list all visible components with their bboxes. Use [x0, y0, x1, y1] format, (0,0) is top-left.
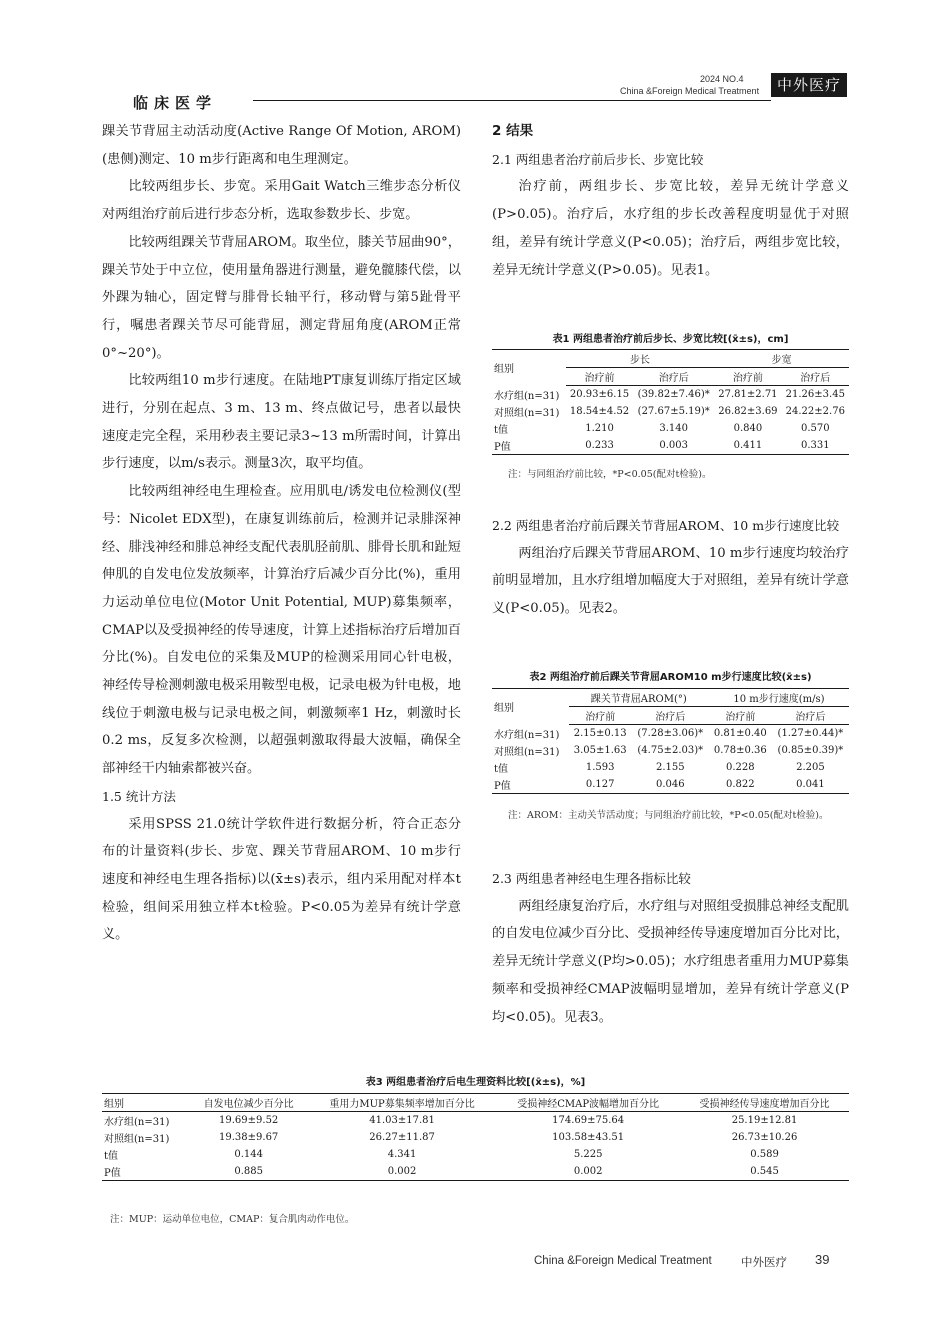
table-cell: (4.75±2.03)*: [637, 745, 704, 756]
table-cell: 41.03±17.81: [369, 1115, 435, 1126]
table-row: [492, 725, 849, 743]
table-cell: 27.81±2.71: [718, 389, 778, 400]
table3-header: 重用力MUP募集频率增加百分比: [308, 1094, 496, 1112]
table-cell: 0.228: [726, 762, 755, 773]
row-label: 水疗组(n=31): [494, 390, 560, 402]
table-cell: 1.210: [585, 423, 614, 434]
table-cell: 26.82±3.69: [718, 406, 778, 417]
table-cell: 0.81±0.40: [713, 728, 767, 739]
table3-caption: 表3 两组患者治疗后电生理资料比较[(x̄±s)，%]: [365, 1077, 586, 1088]
table1-sub-header: 治疗后: [633, 368, 714, 386]
row-label: 对照组(n=31): [104, 1134, 170, 1145]
table-row: [102, 1112, 849, 1130]
table2-group-header: 组别: [492, 689, 569, 725]
section-heading: 1.5 统计方法: [102, 788, 176, 804]
section-title: 临床医学: [133, 94, 218, 112]
row-label: P值: [492, 437, 566, 455]
paragraph: 两组治疗后踝关节背屈AROM、10 m步行速度均较治疗前明显增加，且水疗组增加幅度大于对照组，差异有统计学意义(P<0.05)。见表2。: [492, 545, 849, 617]
table-cell: 0.589: [750, 1149, 779, 1160]
table-cell: 3.140: [659, 423, 689, 434]
table1-sub-header: 治疗前: [566, 368, 633, 386]
table-cell: 103.58±43.51: [552, 1132, 625, 1143]
table-row: [492, 742, 849, 759]
table-cell: 18.54±4.52: [569, 406, 630, 417]
table-cell: 0.822: [709, 776, 772, 794]
table-cell: 4.341: [387, 1149, 417, 1160]
table-cell: 0.545: [680, 1163, 849, 1181]
table2-sub-header: 治疗前: [709, 707, 772, 725]
table2-span-header: 踝关节背屈AROM(°): [569, 689, 709, 707]
table2-sub-header: 治疗前: [569, 707, 632, 725]
table-cell: 0.046: [632, 776, 709, 794]
paragraph: 比较两组踝关节背屈AROM。取坐位，膝关节屈曲90°，踝关节处于中立位，使用量角器进行测量，避免髋膝代偿，以外踝为轴心，固定臂与腓骨长轴平行，移动臂与第5趾骨平行，嘱患者踝关节尽可能背屈，测定背屈角度(AROM正常0°~20°)。: [102, 234, 461, 361]
row-label: P值: [102, 1163, 189, 1181]
table-cell: 0.885: [189, 1163, 307, 1181]
table-cell: 2.205: [796, 762, 825, 773]
footer-journal-cn: 中外医疗: [741, 1255, 787, 1269]
table-cell: 2.15±0.13: [573, 728, 627, 739]
right-column-middle: [492, 512, 849, 623]
table-cell: (27.67±5.19)*: [637, 406, 710, 417]
paragraph: 比较两组神经电生理检查。应用肌电/诱发电位检测仪(型号：Nicolet EDX型)，在康复训练前后，检测并记录腓深神经、腓浅神经和腓总神经支配代表肌胫前肌、腓骨长肌和趾短伸肌的自发电位发放频率，计算治疗后减少百分比(%)，重用力运动单位电位(Motor Unit Potential, MUP)募集频率，CMAP以及受损神经的传导速度，计算上述指标治疗后增加百分比(%)。自发电位的采集及MUP的检测采用同心针电极，神经传导检测刺激电极采用鞍型电极，记录电极为针电极，地线位于刺激电极与记录电极之间，刺激频率1 Hz，刺激时长0.2 ms，反复多次检测，以超强刺激取得最大波幅，确保全部神经干内轴索都被兴奋。: [102, 484, 461, 777]
table2-note: 注：AROM：主动关节活动度；与同组治疗前比较，*P<0.05(配对t检验)。: [508, 810, 829, 821]
table-cell: 25.19±12.81: [731, 1115, 798, 1126]
table-cell: 2.155: [655, 762, 685, 773]
table1-span-header: 步长: [566, 350, 714, 368]
table-cell: 0.233: [566, 437, 633, 455]
table-cell: 0.002: [496, 1163, 680, 1181]
table-cell: 0.144: [234, 1149, 263, 1160]
section-heading: 2.2 两组患者治疗前后踝关节背屈AROM、10 m步行速度比较: [492, 518, 840, 533]
section-heading: 2.1 两组患者治疗前后步长、步宽比较: [492, 151, 704, 167]
table3-header: 组别: [102, 1094, 189, 1112]
table2-caption: 表2 两组治疗前后踝关节背屈AROM10 m步行速度比较(x̄±s): [529, 672, 812, 683]
row-label: 对照组(n=31): [494, 747, 560, 758]
table-cell: 0.331: [782, 437, 849, 455]
table-cell: 24.22±2.76: [785, 406, 845, 417]
table-cell: (1.27±0.44)*: [777, 728, 844, 739]
row-label: t值: [494, 764, 509, 775]
table2-span-header: 10 m步行速度(m/s): [709, 689, 849, 707]
table-cell: 0.003: [633, 437, 714, 455]
table-cell: 26.73±10.26: [731, 1132, 798, 1143]
journal-name-en: China &Foreign Medical Treatment: [620, 86, 760, 96]
table-cell: 5.225: [573, 1149, 603, 1160]
paragraph: 治疗前，两组步长、步宽比较，差异无统计学意义(P>0.05)。治疗后，水疗组的步长改善程度明显优于对照组，差异有统计学意义(P<0.05)；治疗后，两组步宽比较，差异无统计学意义(P>0.05)。见表1。: [492, 179, 849, 278]
table3: [102, 1093, 849, 1181]
table-row: [492, 386, 849, 404]
table3-header: 受损神经传导速度增加百分比: [680, 1094, 849, 1112]
row-label: t值: [494, 425, 509, 436]
table2-sub-header: 治疗后: [772, 707, 849, 725]
table3-note: 注：MUP：运动单位电位，CMAP：复合肌肉动作电位。: [110, 1214, 355, 1225]
paragraph: 比较两组步长、步宽。采用Gait Watch三维步态分析仪对两组治疗前后进行步态分析，选取参数步长、步宽。: [102, 179, 461, 223]
table-cell: 174.69±75.64: [552, 1115, 625, 1126]
paragraph: 采用SPSS 21.0统计学软件进行数据分析，符合正态分布的计量资料(步长、步宽、踝关节背屈AROM、10 m步行速度和神经电生理各指标)以(x̄±s)表示，组内采用配对样本t检验，组间采用独立样本t检验。P<0.05为差异有统计学意义。: [102, 816, 461, 943]
right-column-top: [492, 118, 849, 284]
section-heading: 2 结果: [492, 123, 534, 139]
paragraph: 踝关节背屈主动活动度(Active Range Of Motion, AROM)(患侧)测定、10 m步行距离和电生理测定。: [102, 124, 461, 167]
page-number: 39: [815, 1252, 830, 1267]
row-label: 水疗组(n=31): [494, 729, 560, 741]
table-cell: 0.002: [308, 1163, 496, 1181]
paragraph: 两组经康复治疗后，水疗组与对照组受损腓总神经支配肌的自发电位减少百分比、受损神经传导速度增加百分比对比，差异无统计学意义(P均>0.05)；水疗组患者重用力MUP募集频率和受损神经CMAP波幅明显增加，差异有统计学意义(P均<0.05)。见表3。: [492, 898, 849, 1025]
section-heading: 2.3 两组患者神经电生理各指标比较: [492, 871, 691, 886]
table1: [492, 349, 849, 455]
table-cell: (0.85±0.39)*: [777, 745, 844, 756]
table-row: [102, 1146, 849, 1163]
table-cell: 26.27±11.87: [369, 1132, 435, 1143]
table1-sub-header: 治疗后: [782, 368, 849, 386]
table-cell: 19.38±9.67: [219, 1132, 279, 1143]
journal-logo: 中外医疗: [771, 73, 847, 97]
left-column: [102, 118, 461, 949]
table-row: [492, 759, 849, 776]
table1-sub-header: 治疗前: [714, 368, 781, 386]
table-row: [492, 776, 849, 794]
table1-note: 注：与同组治疗前比较，*P<0.05(配对t检验)。: [508, 469, 712, 480]
table-cell: (39.82±7.46)*: [637, 389, 710, 400]
table-cell: 0.840: [733, 423, 763, 434]
paragraph: 比较两组10 m步行速度。在陆地PT康复训练厅指定区域进行，分别在起点、3 m、13 m、终点做记号，患者以最快速度走完全程，采用秒表主要记录3~13 m所需时间，计算出步行速度，以m/s表示。测量3次，取平均值。: [102, 373, 461, 472]
table-cell: 20.93±6.15: [569, 389, 630, 400]
table-cell: 0.411: [714, 437, 781, 455]
table-cell: 1.593: [585, 762, 615, 773]
table-row: [102, 1129, 849, 1146]
table-cell: 0.570: [800, 423, 830, 434]
table1-group-header: 组别: [492, 350, 566, 386]
table-row: [492, 420, 849, 437]
table2-sub-header: 治疗后: [632, 707, 709, 725]
header-rule: [253, 100, 771, 101]
table-cell: 0.78±0.36: [713, 745, 767, 756]
table-cell: 0.127: [569, 776, 632, 794]
table1-caption: 表1 两组患者治疗前后步长、步宽比较[(x̄±s)，cm]: [552, 334, 789, 345]
table3-header: 受损神经CMAP波幅增加百分比: [496, 1094, 680, 1112]
table-row: [492, 437, 849, 455]
table-row: [492, 403, 849, 420]
table-cell: 19.69±9.52: [219, 1115, 279, 1126]
right-column-bottom: [492, 865, 849, 1031]
table2: [492, 688, 849, 794]
table-row: [102, 1163, 849, 1181]
table1-span-header: 步宽: [714, 350, 849, 368]
row-label: t值: [104, 1151, 119, 1162]
footer-journal-en: China &Foreign Medical Treatment: [534, 1255, 712, 1267]
row-label: P值: [492, 776, 569, 794]
table-cell: (7.28±3.06)*: [637, 728, 704, 739]
table-cell: 0.041: [772, 776, 849, 794]
table-cell: 3.05±1.63: [573, 745, 627, 756]
issue-number: 2024 NO.4: [700, 74, 744, 84]
table-cell: 21.26±3.45: [785, 389, 845, 400]
row-label: 水疗组(n=31): [104, 1117, 170, 1128]
table3-header: 自发电位减少百分比: [189, 1094, 307, 1112]
row-label: 对照组(n=31): [494, 408, 560, 419]
